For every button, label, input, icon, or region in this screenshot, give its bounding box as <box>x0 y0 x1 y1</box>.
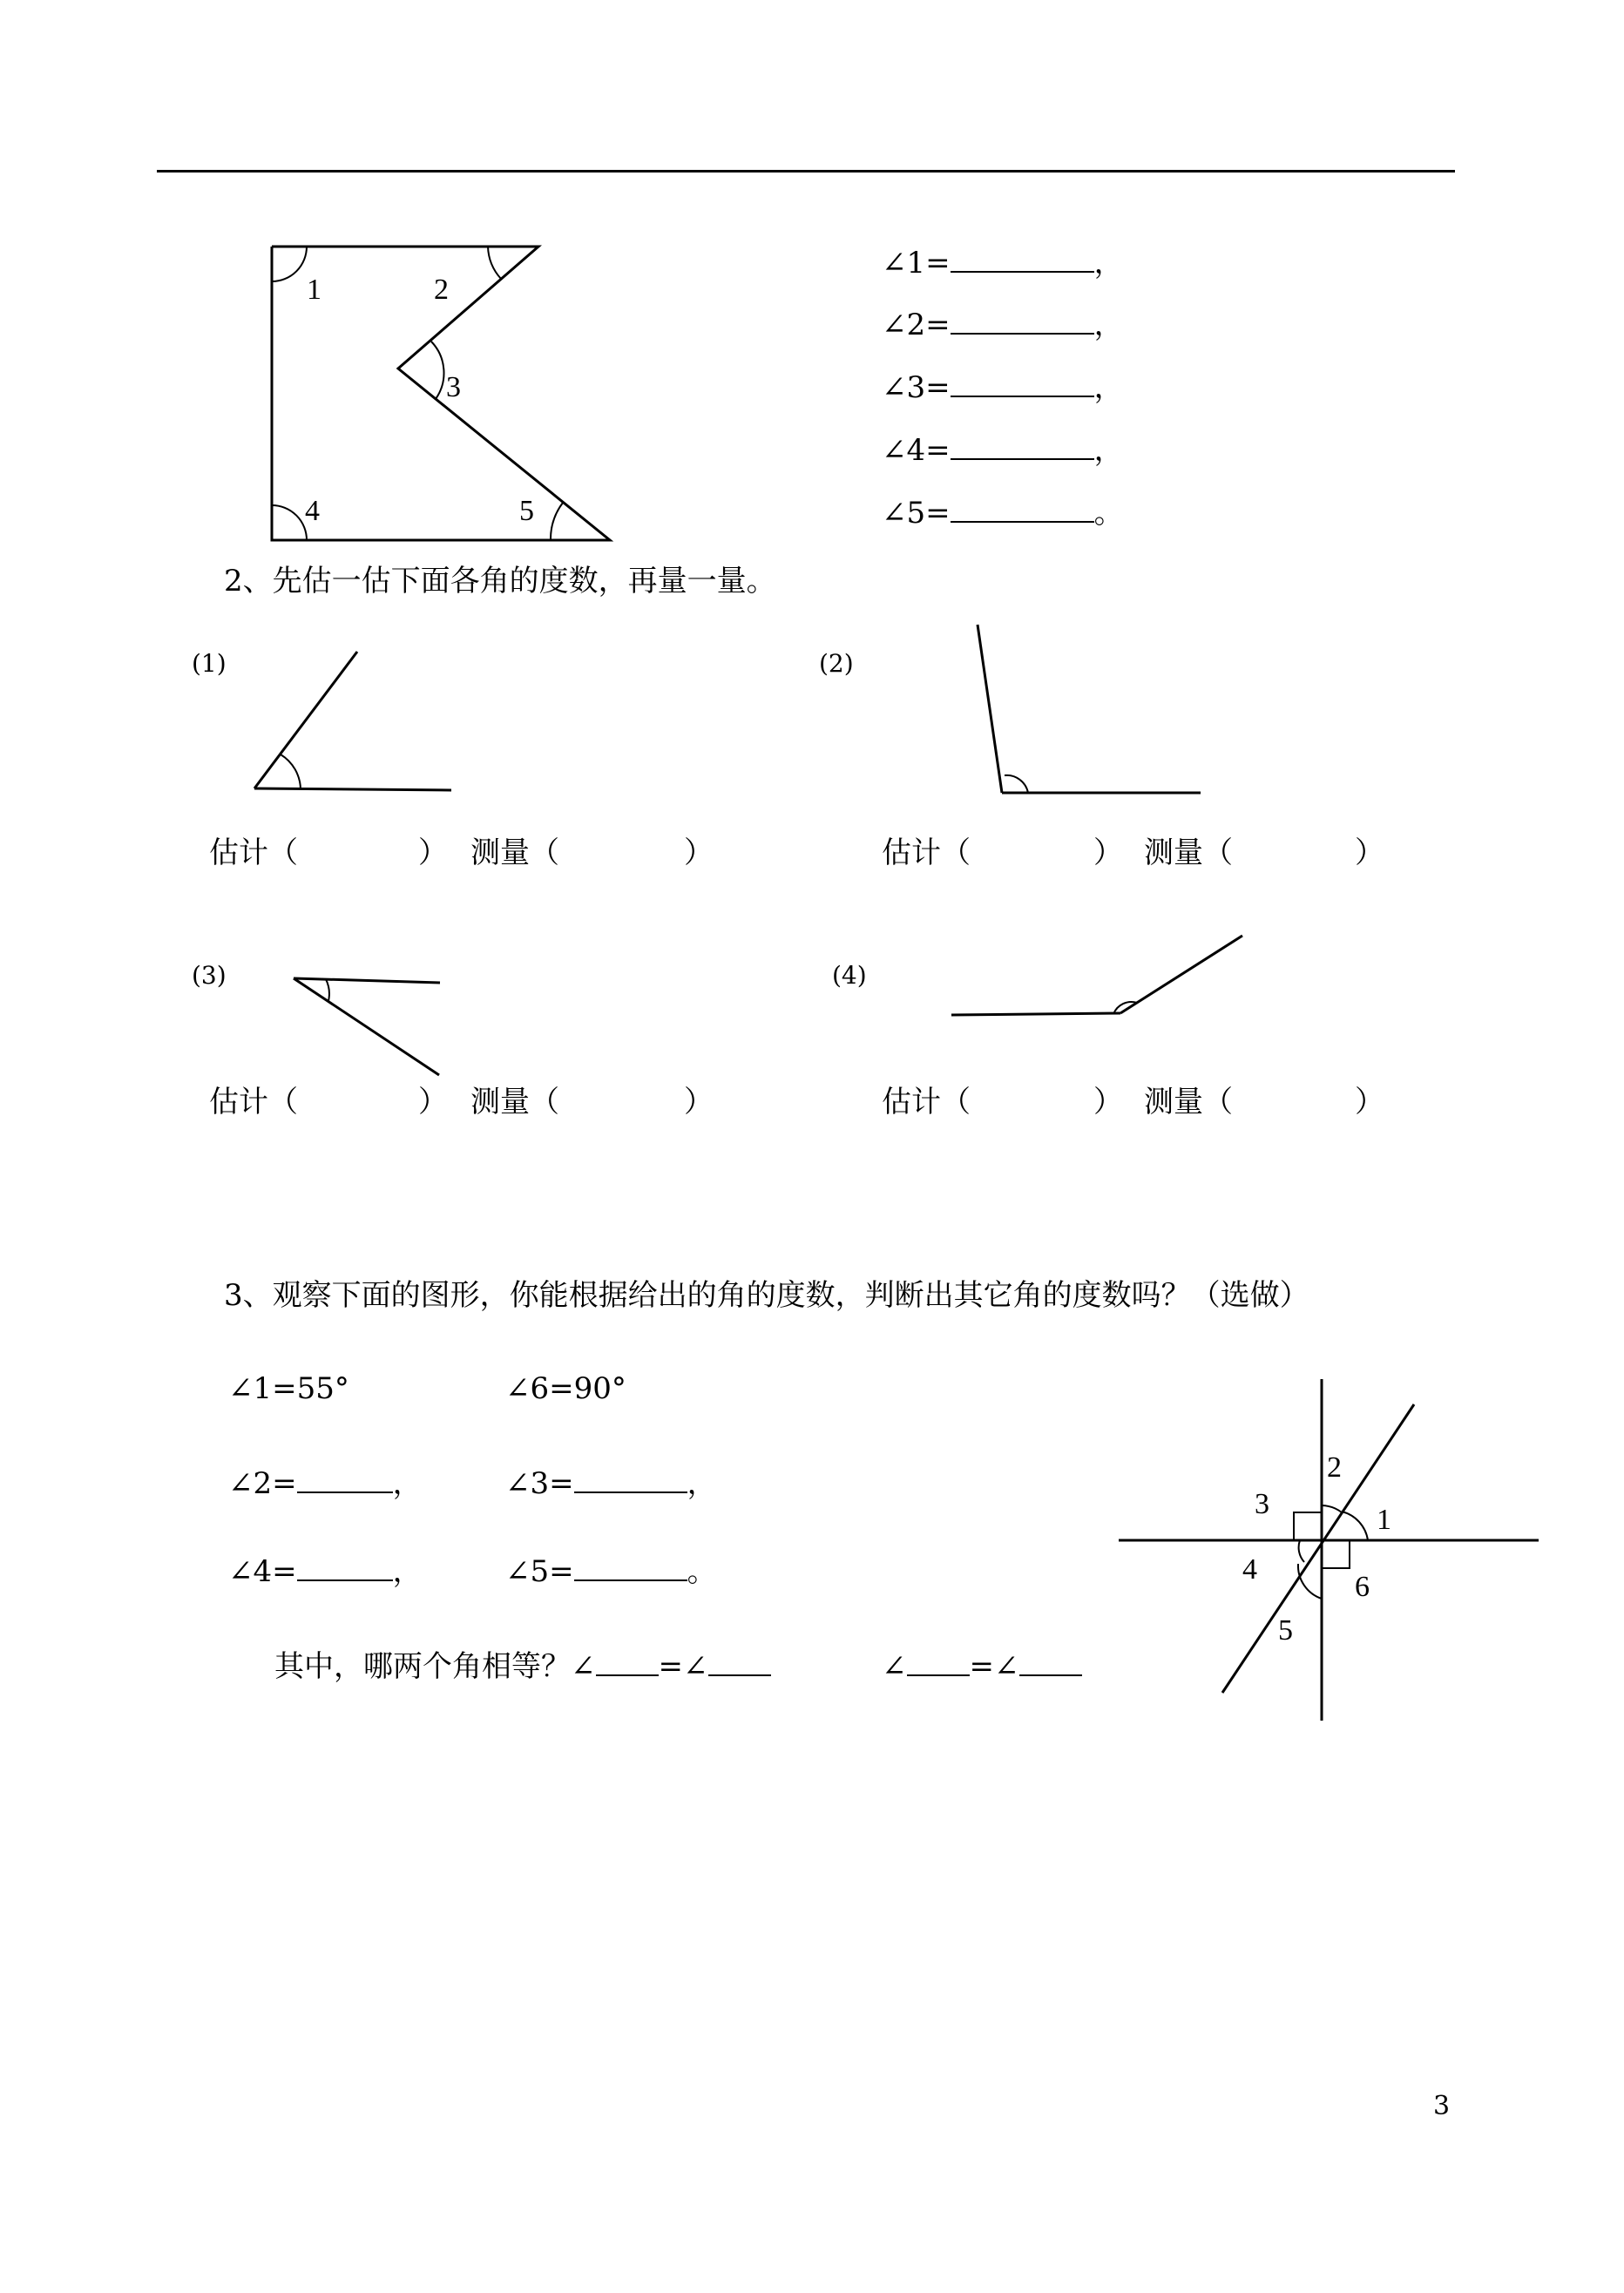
q2-item-3-number: (3) <box>192 961 227 990</box>
q3-right-angle-mark-3 <box>1294 1512 1322 1540</box>
q3-equal-blank-b[interactable] <box>708 1674 771 1676</box>
q1-blank-4[interactable] <box>951 458 1094 460</box>
q2-item-2-number: (2) <box>819 649 854 678</box>
q2-item-2-measure-close: ） <box>1355 835 1384 870</box>
q1-angle-arc-5 <box>551 503 563 540</box>
q3-answer-3: ∠3= ， <box>505 1466 717 1501</box>
q2-item-1-estimate: 估计（ <box>209 835 298 870</box>
q3-answer-4: ∠4= ， <box>228 1554 423 1589</box>
q3-equal-blank-a[interactable] <box>596 1674 659 1676</box>
q1-answer-3: ∠3= ， <box>882 370 1124 405</box>
q3-label-2: 2 <box>1327 1451 1342 1484</box>
q1-angle-arc-2 <box>488 247 501 279</box>
q3-right-angle-mark-6 <box>1322 1540 1350 1568</box>
q3-angle-arc-4 <box>1299 1540 1304 1562</box>
q2-title: 2、先估一估下面各角的度数，再量一量。 <box>224 564 776 599</box>
q2-item-4-estimate: 估计（ <box>882 1085 971 1119</box>
q3-label-6: 6 <box>1355 1571 1370 1603</box>
q3-label-3: 3 <box>1255 1488 1269 1520</box>
q3-answer-5: ∠5= 。 <box>505 1554 717 1589</box>
q2-angle-3-figure <box>294 978 440 1075</box>
q1-label-5: 5 <box>519 495 534 527</box>
q2-item-3-estimate: 估计（ <box>209 1085 298 1119</box>
q2-item-3-measure-close: ） <box>684 1085 714 1119</box>
q2-item-2-measure: 测量（ <box>1144 835 1233 870</box>
q1-label-4: 4 <box>305 495 320 527</box>
q3-intersecting-lines-figure <box>1119 1379 1539 1721</box>
q3-blank-3[interactable] <box>574 1491 687 1493</box>
q3-angle-arc-1 <box>1342 1512 1368 1540</box>
page-number: 3 <box>1433 2091 1451 2121</box>
q2-angle-4-figure <box>951 936 1242 1015</box>
q1-answer-4: ∠4= ， <box>882 433 1124 468</box>
q2-item-1-measure: 测量（ <box>470 835 559 870</box>
q3-given-1: ∠1=55° <box>228 1371 349 1406</box>
q3-angle-arc-2 <box>1322 1505 1342 1512</box>
q2-item-2-estimate-close: ） <box>1093 835 1123 870</box>
q3-blank-4[interactable] <box>297 1579 393 1581</box>
q3-equal-blank-c[interactable] <box>907 1674 970 1676</box>
q1-label-1: 1 <box>307 274 321 306</box>
q3-label-5: 5 <box>1278 1614 1293 1647</box>
q2-item-1-number: (1) <box>192 649 227 678</box>
q1-label-3: 3 <box>446 371 461 403</box>
q3-equal-angles-row: 其中，哪两个角相等？∠ =∠ <box>274 1652 771 1681</box>
q3-slanted-line <box>1222 1404 1414 1693</box>
q2-angle-2-arc <box>1005 775 1028 793</box>
q3-equal-angles-row-2: ∠ =∠ <box>882 1652 1082 1681</box>
q2-item-4-estimate-close: ） <box>1093 1085 1123 1119</box>
q2-item-4-measure: 测量（ <box>1144 1085 1233 1119</box>
q2-item-4-number: (4) <box>832 961 867 990</box>
q1-angle-arc-3 <box>431 342 444 399</box>
q3-blank-5[interactable] <box>574 1579 687 1581</box>
q2-item-1-estimate-close: ） <box>418 835 448 870</box>
q1-answer-1: ∠1= ， <box>882 246 1124 281</box>
q3-label-4: 4 <box>1242 1553 1257 1586</box>
q3-equal-question: 其中，哪两个角相等？ <box>274 1649 571 1684</box>
q3-label-1: 1 <box>1377 1504 1391 1536</box>
q1-blank-1[interactable] <box>951 271 1094 273</box>
q3-equal-blank-d[interactable] <box>1019 1674 1082 1676</box>
q3-angle-arc-5 <box>1298 1564 1322 1599</box>
q2-item-4-measure-close: ） <box>1355 1085 1384 1119</box>
q2-item-3-estimate-close: ） <box>418 1085 448 1119</box>
q3-blank-2[interactable] <box>297 1491 393 1493</box>
q1-label-2: 2 <box>434 274 449 306</box>
q2-angle-1-arc <box>281 754 301 789</box>
q2-item-2-estimate: 估计（ <box>882 835 971 870</box>
q1-blank-2[interactable] <box>951 333 1094 335</box>
q2-angle-2-figure <box>978 625 1201 793</box>
q3-title: 3、观察下面的图形，你能根据给出的角的度数，判断出其它角的度数吗？（选做） <box>224 1278 1309 1313</box>
q1-angle-arc-1 <box>272 247 307 281</box>
q2-item-3-measure: 测量（ <box>470 1085 559 1119</box>
q3-answer-2: ∠2= ， <box>228 1466 423 1501</box>
q1-blank-3[interactable] <box>951 396 1094 397</box>
q1-answer-2: ∠2= ， <box>882 308 1124 342</box>
q1-blank-5[interactable] <box>951 521 1094 523</box>
q1-angle-arc-4 <box>272 505 307 540</box>
q2-item-1-measure-close: ） <box>684 835 714 870</box>
q2-angle-1-figure <box>254 652 451 790</box>
q2-angle-3-arc <box>326 979 329 1001</box>
q1-answer-5: ∠5= 。 <box>882 496 1124 531</box>
q3-given-2: ∠6=90° <box>505 1371 626 1406</box>
q1-polygon-figure <box>272 247 610 540</box>
